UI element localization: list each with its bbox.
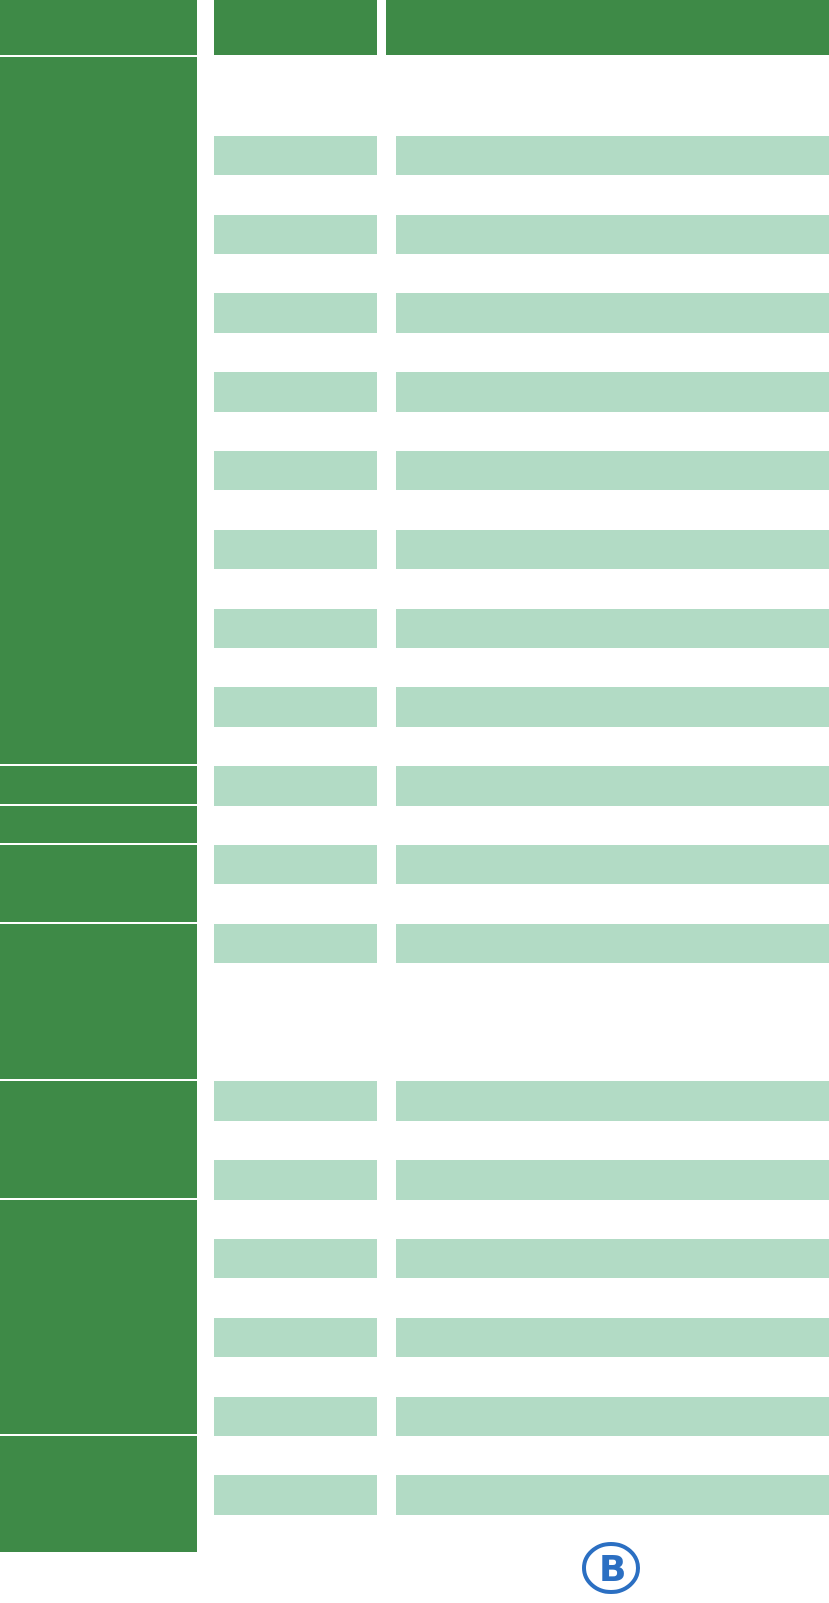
major-name-cell [396, 57, 829, 136]
major-name-cell [396, 412, 829, 451]
major-name-cell [396, 1239, 829, 1278]
major-name-cell [396, 569, 829, 608]
major-code-cell [214, 1318, 377, 1357]
unit-cell [0, 57, 197, 766]
major-code-cell [214, 293, 377, 332]
header-name [386, 0, 829, 55]
watermark-logo [573, 1532, 829, 1603]
major-name-cell [396, 293, 829, 332]
major-code-cell [214, 254, 377, 293]
major-name-cell [396, 451, 829, 490]
major-code-cell [214, 845, 377, 884]
unit-cell [0, 1436, 197, 1554]
major-code-cell [214, 1515, 377, 1554]
major-name-cell [396, 924, 829, 963]
major-code-cell [214, 1357, 377, 1396]
unit-cell [0, 1081, 197, 1199]
unit-cell [0, 806, 197, 845]
major-name-cell [396, 333, 829, 372]
major-name-cell [396, 215, 829, 254]
major-name-cell [396, 1160, 829, 1199]
major-name-cell [396, 609, 829, 648]
major-code-cell [214, 333, 377, 372]
major-name-cell [396, 845, 829, 884]
major-code-cell [214, 766, 377, 805]
major-name-cell [396, 1357, 829, 1396]
major-code-cell [214, 806, 377, 845]
unit-cell [0, 924, 197, 1082]
header-code [214, 0, 377, 55]
major-code-cell [214, 884, 377, 923]
major-name-cell [396, 1278, 829, 1317]
major-code-cell [214, 451, 377, 490]
major-code-cell [214, 963, 377, 1081]
major-code-cell [214, 924, 377, 963]
major-code-cell [214, 1121, 377, 1160]
major-code-cell [214, 609, 377, 648]
major-code-cell [214, 215, 377, 254]
major-name-cell [396, 490, 829, 529]
major-code-cell [214, 1278, 377, 1317]
major-code-cell [214, 1239, 377, 1278]
major-name-cell [396, 530, 829, 569]
major-code-cell [214, 490, 377, 529]
major-code-cell [214, 1397, 377, 1436]
major-name-cell [396, 136, 829, 175]
major-code-cell [214, 530, 377, 569]
major-name-cell [396, 806, 829, 845]
major-name-cell [396, 963, 829, 1081]
major-code-cell [214, 372, 377, 411]
unit-cell [0, 766, 197, 805]
major-name-cell [396, 1436, 829, 1475]
major-name-cell [396, 727, 829, 766]
unit-cell [0, 845, 197, 924]
major-code-cell [214, 687, 377, 726]
b-logo-icon [581, 1538, 641, 1598]
major-name-cell [396, 1200, 829, 1239]
major-name-cell [396, 254, 829, 293]
header-unit [0, 0, 197, 55]
major-code-cell [214, 57, 377, 136]
major-code-cell [214, 1160, 377, 1199]
major-name-cell [396, 884, 829, 923]
major-code-cell [214, 1200, 377, 1239]
major-name-cell [396, 1397, 829, 1436]
major-name-cell [396, 372, 829, 411]
major-code-cell [214, 1475, 377, 1514]
major-name-cell [396, 175, 829, 214]
major-name-cell [396, 687, 829, 726]
major-code-cell [214, 1436, 377, 1475]
svg-text:B: B [599, 1548, 627, 1590]
unit-cell [0, 1200, 197, 1436]
major-name-cell [396, 1318, 829, 1357]
major-code-cell [214, 648, 377, 687]
major-name-cell [396, 766, 829, 805]
major-code-cell [214, 412, 377, 451]
major-name-cell [396, 1475, 829, 1514]
major-code-cell [214, 136, 377, 175]
major-name-cell [396, 648, 829, 687]
major-code-cell [214, 727, 377, 766]
major-code-cell [214, 175, 377, 214]
major-code-cell [214, 569, 377, 608]
major-code-cell [214, 1081, 377, 1120]
major-name-cell [396, 1081, 829, 1120]
major-name-cell [396, 1121, 829, 1160]
